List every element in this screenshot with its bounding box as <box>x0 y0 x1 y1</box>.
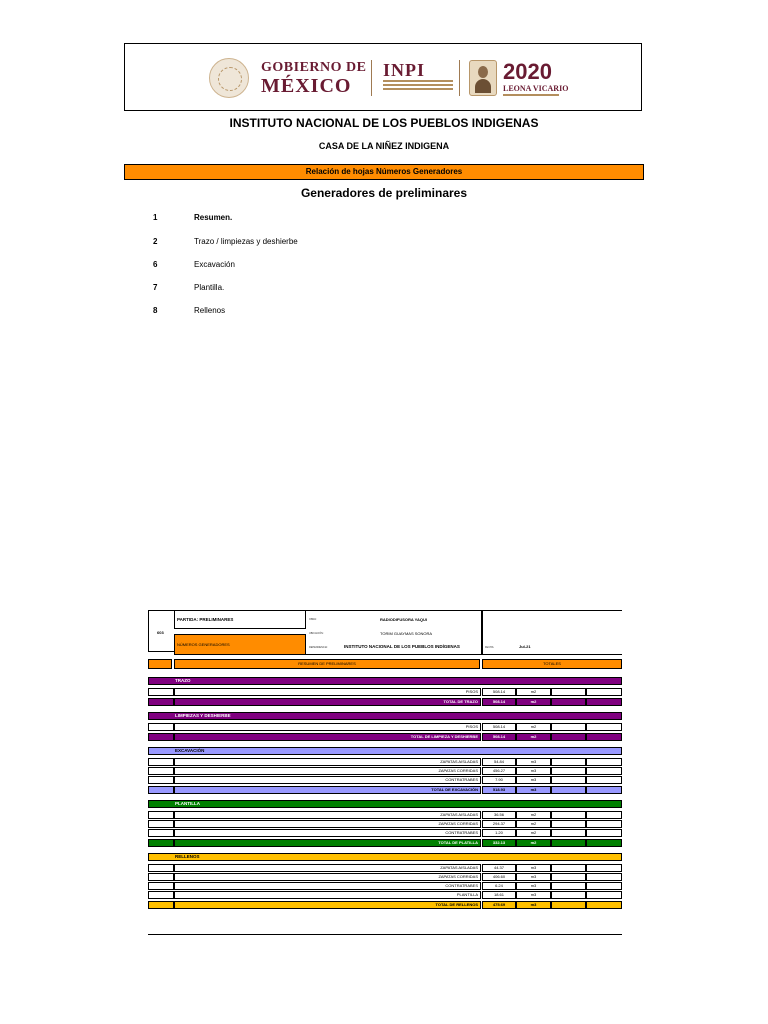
table-row <box>148 776 622 784</box>
blank-cell <box>586 776 622 784</box>
blank-cell <box>551 820 586 828</box>
concept-cell: PISOS <box>174 723 481 731</box>
resumen-header: RESUMEN DE PRELIMINARES <box>298 661 356 666</box>
unit-cell: m3 <box>516 891 551 899</box>
blank-cell <box>551 786 586 794</box>
blank-cell <box>586 901 622 909</box>
section-name: LIMPIEZAS Y DESHIERBE <box>175 713 231 718</box>
unit-cell: m2 <box>516 811 551 819</box>
quantity-cell: 508.14 <box>482 688 516 696</box>
index-number: 1 <box>153 213 158 222</box>
concept-cell: ZAPATAS AISLADAS <box>174 758 481 766</box>
blank-cell <box>586 864 622 872</box>
partida-cell <box>174 610 306 629</box>
index-number: 2 <box>153 237 158 246</box>
row-index-cell <box>148 786 174 794</box>
concept-cell: CONTRATRABES <box>174 776 481 784</box>
section-name: EXCAVACIÓN <box>175 748 205 753</box>
index-label: Trazo / limpiezas y deshierbe <box>194 237 298 246</box>
index-number: 8 <box>153 306 158 315</box>
quantity-cell: 332.13 <box>482 839 516 847</box>
blank-cell <box>586 882 622 890</box>
row-index-cell <box>148 776 174 784</box>
row-index-cell <box>148 698 174 706</box>
concept-cell: CONTRATRABES <box>174 882 481 890</box>
quantity-cell: 36.56 <box>482 811 516 819</box>
institute-title: INSTITUTO NACIONAL DE LOS PUEBLOS INDIGENAS <box>229 116 539 130</box>
section-total-row <box>148 901 622 909</box>
blank-cell <box>551 767 586 775</box>
leona-vicario-portrait-icon <box>469 60 497 96</box>
blank-cell <box>586 786 622 794</box>
row-index-cell <box>148 839 174 847</box>
concept-cell: ZAPATAS AISLADAS <box>174 864 481 872</box>
table-row <box>148 767 622 775</box>
section-header-row <box>148 800 622 808</box>
quantity-cell: 508.14 <box>482 698 516 706</box>
unit-cell: m2 <box>516 839 551 847</box>
index-label: Plantilla. <box>194 283 225 292</box>
table-row <box>148 882 622 890</box>
blank-cell <box>586 891 622 899</box>
gov-line2: MÉXICO <box>261 75 352 97</box>
row-index-cell <box>148 829 174 837</box>
index-label: Resumen. <box>194 213 233 222</box>
section-total-row <box>148 698 622 706</box>
fecha-value: Jul-21 <box>519 644 531 649</box>
blank-cell <box>586 758 622 766</box>
quantity-cell: 456.27 <box>482 767 516 775</box>
numeros-label: NÚMEROS GENERADORES <box>177 642 230 647</box>
blank-cell <box>551 688 586 696</box>
dependencia-value: INSTITUTO NACIONAL DE LOS PUEBLOS INDÍGENAS <box>344 644 460 649</box>
blank-cell <box>586 811 622 819</box>
blank-cell <box>551 733 586 741</box>
gov-line1: GOBIERNO DE <box>261 60 367 75</box>
concept-cell: TOTAL DE TRAZO <box>174 698 481 706</box>
section-header-row <box>148 677 622 685</box>
sheet-code: 603 <box>157 630 164 635</box>
concept-cell: ZAPATAS CORRIDAS <box>174 873 481 881</box>
sheet-bottom-line <box>148 934 622 935</box>
blank-cell <box>551 829 586 837</box>
concept-cell: TOTAL DE EXCAVACIÓN <box>174 786 481 794</box>
unit-cell: m3 <box>516 758 551 766</box>
index-label: Rellenos <box>194 306 226 315</box>
table-row <box>148 873 622 881</box>
row-index-cell <box>148 820 174 828</box>
quantity-cell: 475.69 <box>482 901 516 909</box>
table-row <box>148 891 622 899</box>
row-index-cell <box>148 882 174 890</box>
index-label: Excavación <box>194 260 235 269</box>
row-index-cell <box>148 723 174 731</box>
blank-cell <box>551 873 586 881</box>
blank-cell <box>586 723 622 731</box>
row-index-cell <box>148 873 174 881</box>
table-row <box>148 688 622 696</box>
year-logo: 2020 <box>503 59 552 84</box>
quantity-cell: 44.37 <box>482 864 516 872</box>
section-total-row <box>148 733 622 741</box>
unit-cell: m3 <box>516 873 551 881</box>
index-number: 7 <box>153 283 158 292</box>
blank-cell <box>551 723 586 731</box>
blank-cell <box>551 839 586 847</box>
section-total-row <box>148 786 622 794</box>
quantity-cell: 18.61 <box>482 891 516 899</box>
blank-cell <box>551 901 586 909</box>
row-index-cell <box>148 767 174 775</box>
blank-cell <box>551 864 586 872</box>
quantity-cell: 508.14 <box>482 723 516 731</box>
blank-cell <box>586 767 622 775</box>
mexico-seal-icon <box>209 58 249 98</box>
section-name: RELLENOS <box>175 854 200 859</box>
table-row <box>148 864 622 872</box>
blank-cell <box>586 698 622 706</box>
obra-tag: OBRA: <box>309 618 317 621</box>
table-row <box>148 829 622 837</box>
concept-cell: ZAPATAS CORRIDAS <box>174 767 481 775</box>
leona-subtitle-line <box>503 94 559 96</box>
unit-cell: m3 <box>516 882 551 890</box>
resumen-header-left <box>148 659 172 669</box>
blank-cell <box>586 820 622 828</box>
row-index-cell <box>148 811 174 819</box>
blank-cell <box>551 758 586 766</box>
blank-cell <box>586 733 622 741</box>
blank-cell <box>551 698 586 706</box>
ubic-tag: UBICACIÓN: <box>309 632 324 635</box>
blank-cell <box>551 776 586 784</box>
unit-cell: m3 <box>516 767 551 775</box>
fecha-tag: FECHA: <box>485 646 495 649</box>
row-index-cell <box>148 901 174 909</box>
relacion-bar: Relación de hojas Números Generadores <box>124 164 644 180</box>
unit-cell: m2 <box>516 820 551 828</box>
project-title: CASA DE LA NIÑEZ INDIGENA <box>318 141 450 151</box>
unit-cell: m2 <box>516 733 551 741</box>
partida-label: PARTIDA: PRELIMINARES <box>177 617 234 622</box>
leona-vicario-label: LEONA VICARIO <box>503 84 569 93</box>
quantity-cell: 1.20 <box>482 829 516 837</box>
quantity-cell: 6.24 <box>482 882 516 890</box>
row-index-cell <box>148 891 174 899</box>
quantity-cell: 7.90 <box>482 776 516 784</box>
row-index-cell <box>148 733 174 741</box>
blank-cell <box>551 882 586 890</box>
blank-cell <box>586 839 622 847</box>
section-name: TRAZO <box>175 678 191 683</box>
section-header-row <box>148 712 622 720</box>
unit-cell: m3 <box>516 901 551 909</box>
logo-divider <box>459 60 460 96</box>
unit-cell: m2 <box>516 723 551 731</box>
unit-cell: m3 <box>516 864 551 872</box>
section-total-row <box>148 839 622 847</box>
concept-cell: PISOS <box>174 688 481 696</box>
table-row <box>148 820 622 828</box>
obra-cell <box>306 610 482 655</box>
section-header-row <box>148 747 622 755</box>
concept-cell: TOTAL DE RELLENOS <box>174 901 481 909</box>
generators-title: Generadores de preliminares <box>300 186 468 200</box>
section-header-row <box>148 853 622 861</box>
numeros-cell <box>174 634 306 655</box>
unit-cell: m2 <box>516 688 551 696</box>
blank-cell <box>551 891 586 899</box>
quantity-cell: 406.60 <box>482 873 516 881</box>
inpi-subtitle-lines <box>383 80 453 94</box>
index-number: 6 <box>153 260 158 269</box>
concept-cell: ZAPATAS AISLADAS <box>174 811 481 819</box>
totales-header-cell <box>482 659 622 669</box>
table-row <box>148 758 622 766</box>
quantity-cell: 54.84 <box>482 758 516 766</box>
ubic-value: TORIM GUAYMAS SONORA <box>380 631 433 636</box>
fecha-cell <box>482 610 622 655</box>
blank-cell <box>586 829 622 837</box>
row-index-cell <box>148 688 174 696</box>
section-name: PLANTILLA <box>175 801 200 806</box>
row-index-cell <box>148 864 174 872</box>
quantity-cell: 508.14 <box>482 733 516 741</box>
concept-cell: PLANTILLA <box>174 891 481 899</box>
quantity-cell: 518.93 <box>482 786 516 794</box>
blank-cell <box>586 688 622 696</box>
logo-divider <box>371 60 372 96</box>
quantity-cell: 294.37 <box>482 820 516 828</box>
dep-tag: DEPENDENCIA: <box>309 646 328 649</box>
obra-value: RADIODIFUSORA YAQUI <box>380 617 427 622</box>
row-index-cell <box>148 758 174 766</box>
header-logo-box <box>124 43 642 111</box>
inpi-logo: INPI <box>383 60 426 80</box>
concept-cell: CONTRATRABES <box>174 829 481 837</box>
unit-cell: m3 <box>516 776 551 784</box>
concept-cell: TOTAL DE LIMPIEZA Y DESHIERBE <box>174 733 481 741</box>
resumen-header-cell <box>174 659 480 669</box>
concept-cell: ZAPATAS CORRIDAS <box>174 820 481 828</box>
totales-header: TOTALES <box>543 661 561 666</box>
table-row <box>148 723 622 731</box>
unit-cell: m2 <box>516 698 551 706</box>
unit-cell: m3 <box>516 786 551 794</box>
blank-cell <box>586 873 622 881</box>
unit-cell: m2 <box>516 829 551 837</box>
table-row <box>148 811 622 819</box>
blank-cell <box>551 811 586 819</box>
sheet-code-cell <box>148 610 174 652</box>
concept-cell: TOTAL DE PLATILLA <box>174 839 481 847</box>
